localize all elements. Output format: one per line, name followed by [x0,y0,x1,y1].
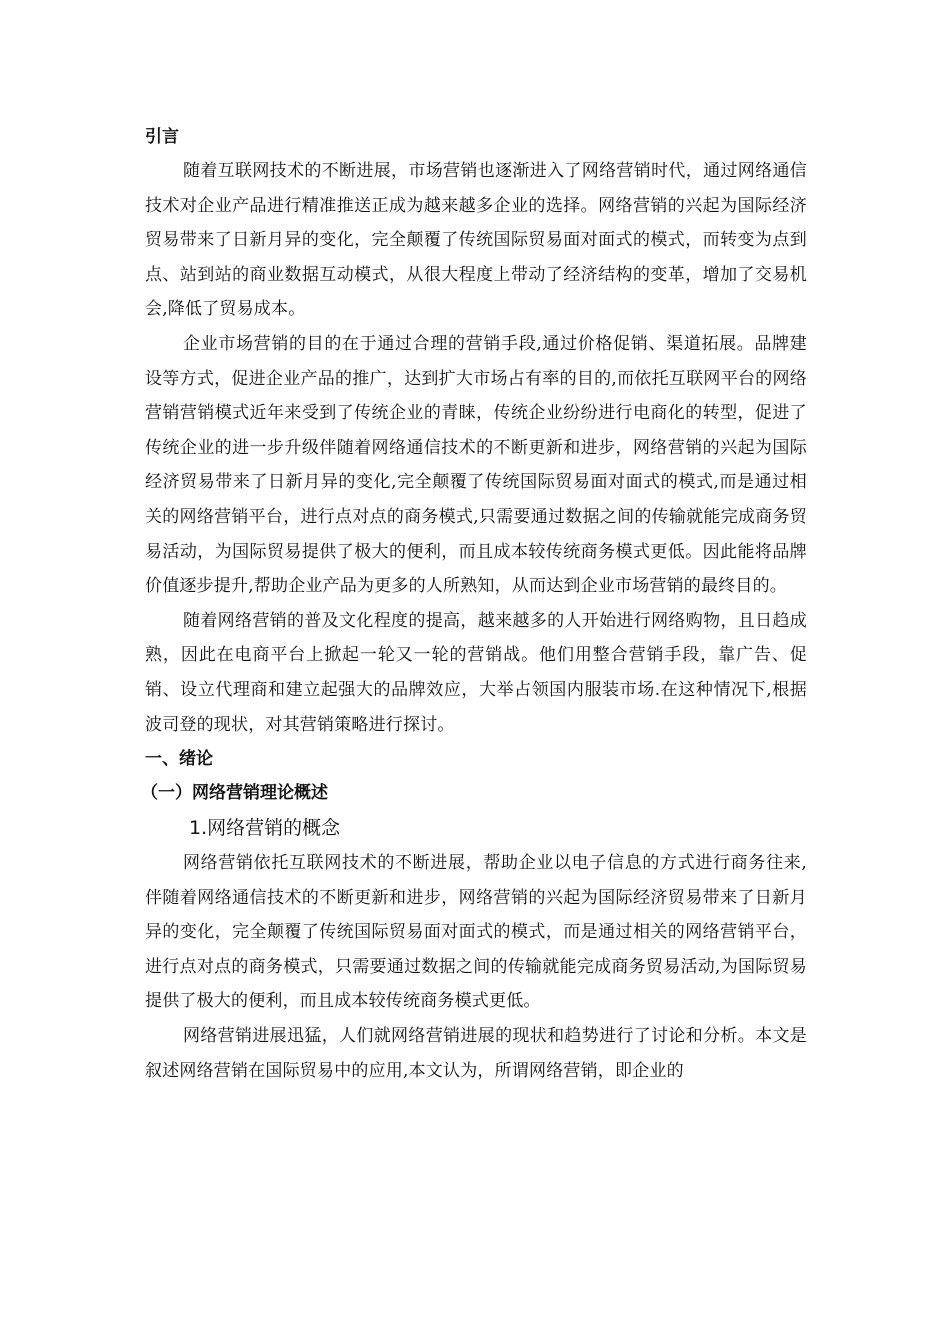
intro-paragraph-1: 随着互联网技术的不断进展，市场营销也逐渐进入了网络营销时代，通过网络通信技术对企业产品进行精准推送正成为越来越多企业的选择。网络营销的兴起为国际经济贸易带来了日新月异的变化，完全颠覆了传统国际贸易面对面式的模式，而转变为点到点、站到站的商业数据互动模式，从很大程度上带动了经济结构的变革，增加了交易机会,降低了贸易成本。 [145,161,807,320]
document-body [141,120,807,1088]
intro-heading: 引言 [145,127,179,147]
section-1-1-heading: （一）网络营销理论概述 [141,783,328,804]
concept-paragraph-1: 网络营销依托互联网技术的不断进展，帮助企业以电子信息的方式进行商务往来,伴随着网络通信技术的不断更新和进步，网络营销的兴起为国际经济贸易带来了日新月异的变化，完全颠覆了传统国际贸易面对面式的模式，而是通过相关的网络营销平台，进行点对点的商务模式，只需要通过数据之间的传输就能完成商务贸易活动,为国际贸易提供了极大的便利，而且成本较传统商务模式更低。 [145,853,807,1012]
intro-paragraph-2: 企业市场营销的目的在于通过合理的营销手段,通过价格促销、渠道拓展。品牌建设等方式，促进企业产品的推广，达到扩大市场占有率的目的,而依托互联网平台的网络营销营销模式近年来受到了传统企业的青睐，传统企业纷纷进行电商化的转型，促进了传统企业的进一步升级伴随着网络通信技术的不断更新和进步，网络营销的兴起为国际经济贸易带来了日新月异的变化,完全颠覆了传统国际贸易面对面式的模式,而是通过相关的网络营销平台，进行点对点的商务模式,只需要通过数据之间的传输就能完成商务贸易活动，为国际贸易提供了极大的便利，而且成本较传统商务模式更低。因此能将品牌价值逐步提升,帮助企业产品为更多的人所熟知，从而达到企业市场营销的最终目的。 [145,333,807,597]
intro-paragraph-3: 随着网络营销的普及文化程度的提高，越来越多的人开始进行网络购物，且日趋成熟，因此在电商平台上掀起一轮又一轮的营销战。他们用整合营销手段，靠广告、促销、设立代理商和建立起强大的品牌效应，大举占领国内服装市场.在这种情况下,根据波司登的现状，对其营销策略进行探讨。 [145,610,807,735]
section-1-heading: 一、绪论 [145,749,213,770]
concept-paragraph-2: 网络营销进展迅猛，人们就网络营销进展的现状和趋势进行了讨论和分析。本文是叙述网络营销在国际贸易中的应用,本文认为，所谓网络营销，即企业的 [145,1026,807,1081]
section-1-1-1-heading: 1.网络营销的概念 [189,817,341,840]
